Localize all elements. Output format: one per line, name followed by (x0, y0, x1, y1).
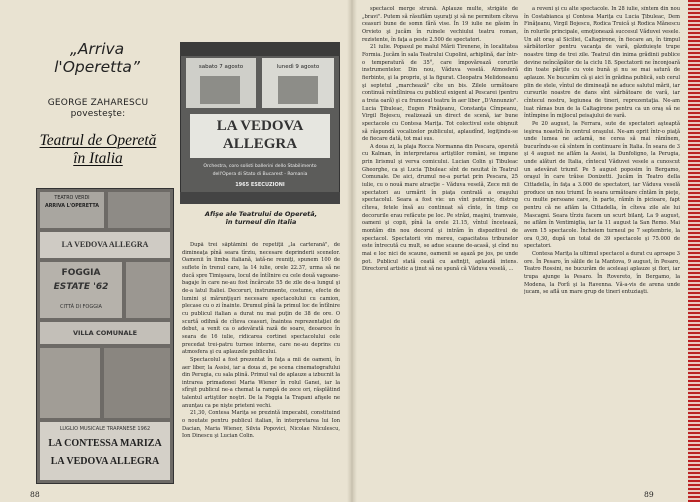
paragraph: A doua zi, la plaja Rocca Normanna din Pescara, operetă cu Kalman, în interpretarea artiştilor români, se impune prin lirismul şi verva comicului. Lucian Colin şi Tibuleac Gheorghe, ca şi Lucia Ţibuleac sînt de neuitat în Teatrul Comunale. De aici, drumul ne-a purtat prin Pescara, 25 iulie, cu o nouă mare atracţie – Văduva veselă, Zece mii de spectatori au urmărit în piaţa centrală a oraşului spectacolul. Seara a fost vie: un vînt puternic, distrug cîteva, fetele însă au continuat să cînte, în timp ce decorurile erau refăcute pe loc. Pe străzi, maşini, tramvaie, oameni şi copii, pînă la orele 21.15, vîntul încetează, montăm din nou decorul şi intrăm în dispozitivul de spectacol. Spectatorii vin mereu, capacitatea tribunelor este întrecută cu mult, se adue scaune de-acasă, şi cînd nu mai e loc nici de scaune, oamenii se aşază pe jos, pe unde pot. Publicul stată ceată cu asfinţit, aplaudă intens. Directorul artistic a ţinut să ne spună că Văduva veselă, ... (362, 143, 518, 273)
paragraph: 21,30, Contesa Mariţa se prezintă impecabil, constituind o noutate pentru publicul italian, în interpretarea lui Ion Dacian, Maria Wiener, Silvia Popovici, Nicolae Niculescu, Ion Dinescu şi Lucian Colin. (182, 410, 340, 440)
poster-photo-vedova-allegra (180, 42, 340, 204)
poster-image-left (200, 76, 240, 104)
collage-text-7: VILLA COMUNALE (72, 329, 138, 337)
right-text-column-2 (524, 6, 680, 492)
collage-text-4: FOGGIA (61, 268, 101, 278)
poster-footer: 1965 ESECUZIONI (235, 182, 285, 188)
poster-title-line1: LA VEDOVA (216, 118, 304, 134)
poster-credits-2: dell'Opera di Stato di Bucarest - Romania (212, 172, 308, 177)
collage-text-9: LA CONTESSA MARIZA (48, 438, 162, 449)
collage-poster-7 (40, 348, 100, 418)
page-number-left: 88 (30, 490, 40, 499)
paragraph: Contesa Mariţa la ultimul spectacol a durat cu aproape 3 ore. În Pesaro, în sălile de la Mantova, 9 august, în Pesaro, Teatro Rossini, ne bucurăm de aceleaşi aplauze şi flori, iar trupa ajunge la Pesaro. În Rovereto, în Bergamo, la Modena, la Forlì şi la Ravenna. Vă-a-vis de arena unde jucam, se află un mare grup de tineri entuziaşti. (524, 251, 680, 296)
poster-image-right (278, 76, 318, 104)
collage-text-10: LA VEDOVA ALLEGRA (50, 456, 160, 467)
photo-caption: Afişe ale Teatrului de Operetă, în turneul din Italia (204, 210, 318, 227)
collage-text-8: LUGLIO MUSICALE TRAPANESE 1962 (59, 426, 151, 432)
collage-text-3: LA VEDOVA ALLEGRA (61, 240, 149, 249)
article-headline: Teatrul de Operetă în Italia (39, 132, 157, 167)
book-edge (688, 0, 700, 502)
paragraph: Spectacolul a fost prezentat în faţa a mii de oameni, în aer liber, la Assisi, iar a doua zi, pe scena cinematografului din Perugia, cu sala plină. Primul val de aplauze a izbucnit la intrarea primadonei Maria Wiener în rolul Ganei, iar la sfîrşit publicul ne-a chemat la rampă de zece ori, răsplătind talentul artiştilor noştri. De la Foggia la Trapani afişele ne anunţau ca pe nişte prieteni vechi. (182, 356, 340, 409)
author-byline: GEORGE ZAHARESCU povesteşte: (47, 98, 149, 119)
right-page (356, 0, 688, 502)
poster-bottom-strip (180, 192, 340, 204)
paragraph: Pe 20 august, la Ferrara, sute de spectatori aşteaptă ieşirea noastră în centrul oraşului. Ne-am oprit într-o piaţă unde lumea ne aclamă, ne cerea să mai rămînem, bucurîndu-se că sîntem în continuare în Italia. În seara de 3 şi 4 august ne aflăm la Assisi, la Dunfoligno, la Perugia, unde alături de Italia, cîntecul Văduvei vesele a cunoscut un adevărat triumf. Pe 5 august poposim în Bergamo, oraşul în care trăise Donizetti. Jucăm în Teatro della Cittadella, în faţa a 3.000 de spectatori, iar Văduva veselă produce un nou triumf. În seara următoare cîntăm în pieţe, cu multe persoane care, în parte, rămîn în picioare, fapt pentru că ne aflăm la Cittadella, în cîteva zile ale lui Mascagni. Seara tîrziu facem un scurt bilanţ. La 9 august, ne aflăm în Ventimiglia, iar la 11 august la San Remo. Mai avem 15 spectacole. Încheiem turneul pe 7 septembrie, la ora 0,30, după un total de 39 spectacole şi 75.000 de spectatori. (524, 120, 680, 250)
poster-collage-photo (36, 188, 174, 484)
page-number-right: 89 (644, 490, 654, 499)
poster-date-1: sabato 7 agosto (198, 64, 244, 70)
poster-credits-1: Orchestra, coro solisti ballerini dello Stabilimento (203, 164, 317, 169)
left-text-column (182, 242, 340, 494)
right-text-column-1 (362, 6, 518, 492)
paragraph: a reveni şi cu alte spectacole. În 28 iulie, sîntem din nou în Costabianca şi Contesa Mariţa cu Lucia Ţibuleac, Dem Finăţeanu, Virgil Bojescu, Rodica Truică şi Rodica Mănescu în rolurile principale, emoţionează succesul Văduvei vesele. Un alt oraş al Siciliei, Caltagirone, în fiecare an, în timpul sărbătorilor pentru vacanţa de vară, găzduieşte trupe noastre timp de trei zile. Teatrul din inima grădinii publice devine neîncăpător de la ciclu 18. Spectatorii ne înconjoară din toate părţile cu voie bună şi nu se mai satură de aplauze. Ne bucurăm că şi aici în grădina publică, sub cerul plin de stele, vîntul de dimineaţă ne aduce salutul mării, iar cursurile noastre de dans sînt sărbătoare de vară, iar cîntecul nostru, legiunea de tineri, reprezentaţia. Ne-am luat rămas bun de la Caltagirone pentru ca un oraş să ne întîmpine în mijlocul peisajului de vară. (524, 6, 680, 120)
collage-poster-2 (108, 192, 170, 228)
poster-title-line2: ALLEGRA (222, 136, 298, 152)
article-title: „Arriva l'Operetta” (54, 40, 140, 76)
collage-poster-8 (104, 348, 170, 418)
poster-date-2: lunedì 9 agosto (276, 64, 320, 70)
paragraph: După trei săptămîni de repetiţii „la carterană", de dimineaţa pînă seara tîrziu, necesare deprinderii scenelor. Oamenii în limba italiană, iată-ne reuniţi, spunem 100 de suflete în trenul care, la 14 iulie, orele 22.37, urma să ne ducă spre Timişoara, locul de întîlnire cu cele două vagoane-bagaje în care ne-au fost încărcate 55 de zile de-a lungul şi de-a latul Italiei. Decoruri, instrumente, costume, efecte de lumini şi mărunţişuri necesare spectacolului cu camion, plecase cu o zi înainte. Drumul pînă la primul loc de întîlnire cu publicul italian a durat nu mai puţin de 38 de ore. O scurtă odihnă de cîteva ceasuri, înaintea reprezentaţiei de debut, a venit ca o adevărată rază de soare, deoarece în seara de 16 iulie, ridicarea cortinei spectacolului cele precedat trei-patru turnee interne, care ne-au deprins cu atmosfera şi cu aplauzele publicului. (182, 242, 340, 356)
poster-top-strip (180, 42, 340, 56)
collage-text-1: TEATRO VERDI (54, 196, 90, 201)
paragraph: 21 iulie. Popasul pe malul Mării Tirenene, în localitatea Formia. Jucăm în sala Teatrului Cupolini, arhiplină, dar într-o temperatură de 35°, care împovărează corurile instrumentelor. Din nou, Văduva veselă. Atmosferă fierbinte, şi la propriu, şi la figurat. Cleopatra Melidoneanu şi septetul „marchează" cîte un bis. Zilele următoare continuă reîntîlnirea cu publicul exigent al Pescarei (pentru a treia oară) şi cu frumosul teatru în aer liber „D'Annunzio". Lucia Ţibuleac, Eugen Finăţeanu, Constanţa Cîmpeanu, Virgil Bojescu, realizează un direct de scenă, iar bune spectacole cu Contesa Mariţa. Tot colectivul este obişnuit să răspundă vocalizelor publicului, aplaudînd, legiţindu-se de fiecare dată, tot mai sus. (362, 44, 518, 143)
collage-text-6: CITTÀ DI FOGGIA (60, 304, 102, 310)
collage-poster-5 (126, 262, 170, 318)
paragraph: spectacol merge strună. Aplauze multe, strigăte de „bravi". Putem să răsuflăm uşuraţi şi să ne permitem cîteva ceasuri bune de somn fără vise. În 19 iulie ne găsim în Orvieto şi jucăm în ruinele vechiului teatru roman, rezistente, în faţa a peste 2.500 de spectatori. (362, 6, 518, 43)
collage-text-2: ARRIVA L'OPERETTA (44, 204, 99, 209)
collage-text-5: ESTATE '62 (53, 282, 109, 292)
